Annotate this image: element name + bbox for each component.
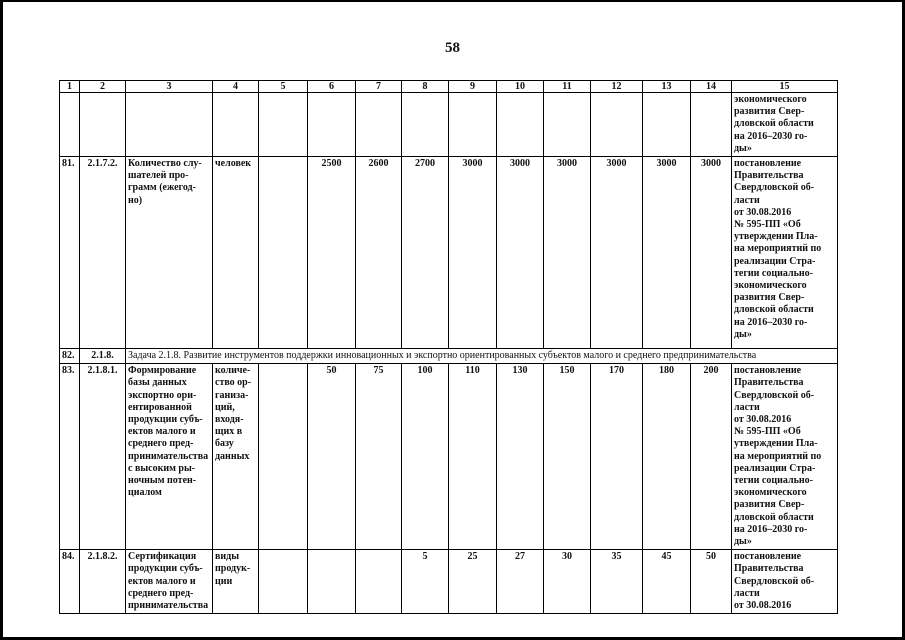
- target-value-cell: [402, 364, 449, 550]
- target-value-cell-text: 170: [609, 365, 624, 377]
- target-value-cell: [591, 364, 643, 550]
- base-value-cell: [259, 157, 308, 349]
- target-value-cell: [308, 364, 356, 550]
- indicator-code-cell-text: 2.1.7.2.: [87, 158, 118, 170]
- table-row: [60, 550, 838, 614]
- target-value-cell: [497, 364, 544, 550]
- base-value-cell: [259, 550, 308, 614]
- target-value-cell-text: 30: [562, 551, 572, 563]
- target-value-cell-text: 150: [559, 365, 575, 377]
- target-value-cell-text: 100: [417, 365, 433, 377]
- target-value-cell-text: 3000: [701, 158, 721, 170]
- basis-document-cell: [732, 93, 838, 157]
- target-value-cell: [449, 157, 497, 349]
- target-value-cell-text: 2600: [368, 158, 389, 170]
- target-value-cell: [544, 157, 591, 349]
- target-value-cell: [449, 550, 497, 614]
- page-number: 58: [445, 40, 460, 56]
- column-header-3: 3: [126, 81, 213, 93]
- empty-cell: [80, 93, 126, 157]
- indicator-code-cell: [80, 349, 126, 364]
- indicator-code-cell-text: 2.1.8.1.: [87, 365, 118, 377]
- column-header-row: [60, 81, 838, 93]
- target-value-cell-text: 3000: [606, 158, 627, 170]
- target-value-cell: [591, 157, 643, 349]
- column-header-13: 13: [643, 81, 691, 93]
- indicator-name-cell-text: Формирование базы данных экспортно ори- ентированной продукции субъ- ектов малого и среднего пред- принимательства с высоким ры- ночным потен- циалом: [128, 365, 209, 499]
- column-header-8: 8: [402, 81, 449, 93]
- target-value-cell: [497, 550, 544, 614]
- task-title-cell-text: Задача 2.1.8. Развитие инструментов поддержки инновационных и экспортно ориентированных субъектов малого и среднего предпринимательства: [128, 350, 757, 362]
- target-value-cell: [691, 364, 732, 550]
- target-value-cell: [497, 157, 544, 349]
- column-header-5: 5: [259, 81, 308, 93]
- empty-cell: [126, 93, 213, 157]
- target-value-cell: [402, 550, 449, 614]
- target-value-cell-text: 110: [465, 365, 480, 377]
- target-value-cell: [544, 364, 591, 550]
- indicator-code-cell: [80, 550, 126, 614]
- empty-cell: [544, 93, 591, 157]
- target-value-cell: [308, 157, 356, 349]
- row-number-cell-text: 81.: [62, 158, 75, 170]
- target-value-cell: [643, 550, 691, 614]
- basis-document-cell: [732, 550, 838, 614]
- column-header-6: 6: [308, 81, 356, 93]
- table-row: [60, 157, 838, 349]
- indicators-table: [59, 80, 838, 614]
- target-value-cell: [308, 550, 356, 614]
- unit-cell-text: виды продук- ции: [215, 551, 251, 587]
- empty-cell: [356, 93, 402, 157]
- target-value-cell: [544, 550, 591, 614]
- empty-cell: [60, 93, 80, 157]
- column-header-14: 14: [691, 81, 732, 93]
- target-value-cell: [643, 157, 691, 349]
- target-value-cell: [356, 364, 402, 550]
- column-header-10: 10: [497, 81, 544, 93]
- row-number-cell: [60, 157, 80, 349]
- column-header-15: 15: [732, 81, 838, 93]
- target-value-cell-text: 3000: [462, 158, 483, 170]
- unit-cell: [213, 157, 259, 349]
- target-value-cell: [691, 157, 732, 349]
- target-value-cell-text: 50: [326, 365, 337, 377]
- target-value-cell: [449, 364, 497, 550]
- unit-cell: [213, 364, 259, 550]
- target-value-cell-text: 35: [611, 551, 622, 563]
- target-value-cell-text: 130: [512, 365, 528, 377]
- table-body: [60, 81, 838, 614]
- column-header-11: 11: [544, 81, 591, 93]
- basis-document-cell-text: экономического развития Свер- дловской области на 2016–2030 го- ды»: [734, 94, 814, 154]
- empty-cell: [497, 93, 544, 157]
- row-number-cell: [60, 349, 80, 364]
- column-header-7: 7: [356, 81, 402, 93]
- column-header-1: 1: [60, 81, 80, 93]
- target-value-cell: [402, 157, 449, 349]
- target-value-cell: [691, 550, 732, 614]
- row-number-cell: [60, 364, 80, 550]
- row-number-cell-text: 83.: [62, 365, 75, 377]
- target-value-cell-text: 25: [467, 551, 478, 563]
- basis-document-cell: [732, 364, 838, 550]
- task-title-cell: [126, 349, 838, 364]
- target-value-cell-text: 75: [373, 365, 384, 377]
- basis-document-cell-text: постановление Правительства Свердловской об- ласти от 30.08.2016 № 595-ПП «Об утверждении Пла- на мероприятий по реализации Стра- тегии социально- экономического развития Свер- дловской области на 2016–2030 го- ды»: [734, 365, 822, 548]
- unit-cell-text: количе- ство ор- ганиза- ций, входя- щих в базу данных: [215, 365, 252, 462]
- empty-cell: [308, 93, 356, 157]
- target-value-cell-text: 180: [659, 365, 674, 377]
- unit-cell: [213, 550, 259, 614]
- empty-cell: [643, 93, 691, 157]
- target-value-cell-text: 2700: [415, 158, 435, 170]
- table-row: [60, 364, 838, 550]
- row-number-cell: [60, 550, 80, 614]
- base-value-cell: [259, 364, 308, 550]
- target-value-cell: [643, 364, 691, 550]
- target-value-cell: [591, 550, 643, 614]
- basis-document-cell: [732, 157, 838, 349]
- empty-cell: [691, 93, 732, 157]
- basis-document-cell-text: постановление Правительства Свердловской об- ласти от 30.08.2016: [734, 551, 815, 612]
- column-header-2: 2: [80, 81, 126, 93]
- row-number-cell-text: 84.: [62, 551, 75, 563]
- row-number-cell-text: 82.: [62, 350, 75, 362]
- indicator-name-cell-text: Количество слу- шателей про- грамм (ежегод- но): [128, 158, 202, 206]
- empty-cell: [213, 93, 259, 157]
- indicator-code-cell-text: 2.1.8.2.: [87, 551, 118, 563]
- target-value-cell-text: 2500: [321, 158, 342, 170]
- indicator-name-cell-text: Сертификация продукции субъ- ектов малого и среднего пред- принимательства: [128, 551, 209, 612]
- unit-cell-text: человек: [215, 158, 252, 170]
- indicator-code-cell: [80, 157, 126, 349]
- target-value-cell-text: 5: [422, 551, 428, 563]
- column-header-4: 4: [213, 81, 259, 93]
- target-value-cell-text: 3000: [656, 158, 677, 170]
- table-row: [60, 349, 838, 364]
- indicator-name-cell: [126, 550, 213, 614]
- empty-cell: [259, 93, 308, 157]
- indicator-name-cell: [126, 364, 213, 550]
- empty-cell: [449, 93, 497, 157]
- empty-cell: [402, 93, 449, 157]
- target-value-cell-text: 3000: [510, 158, 530, 170]
- indicator-code-cell: [80, 364, 126, 550]
- indicator-name-cell: [126, 157, 213, 349]
- target-value-cell-text: 27: [515, 551, 525, 563]
- table-row: [60, 93, 838, 157]
- target-value-cell-text: 45: [661, 551, 672, 563]
- target-value-cell: [356, 157, 402, 349]
- column-header-12: 12: [591, 81, 643, 93]
- target-value-cell: [356, 550, 402, 614]
- target-value-cell-text: 50: [706, 551, 716, 563]
- target-value-cell-text: 3000: [557, 158, 577, 170]
- basis-document-cell-text: постановление Правительства Свердловской об- ласти от 30.08.2016 № 595-ПП «Об утверждении Пла- на мероприятий по реализации Стра- тегии социально- экономического развития Свер- дловской области на 2016–2030 го- ды»: [734, 158, 822, 340]
- column-header-9: 9: [449, 81, 497, 93]
- target-value-cell-text: 200: [703, 365, 719, 377]
- indicator-code-cell-text: 2.1.8.: [91, 350, 114, 362]
- empty-cell: [591, 93, 643, 157]
